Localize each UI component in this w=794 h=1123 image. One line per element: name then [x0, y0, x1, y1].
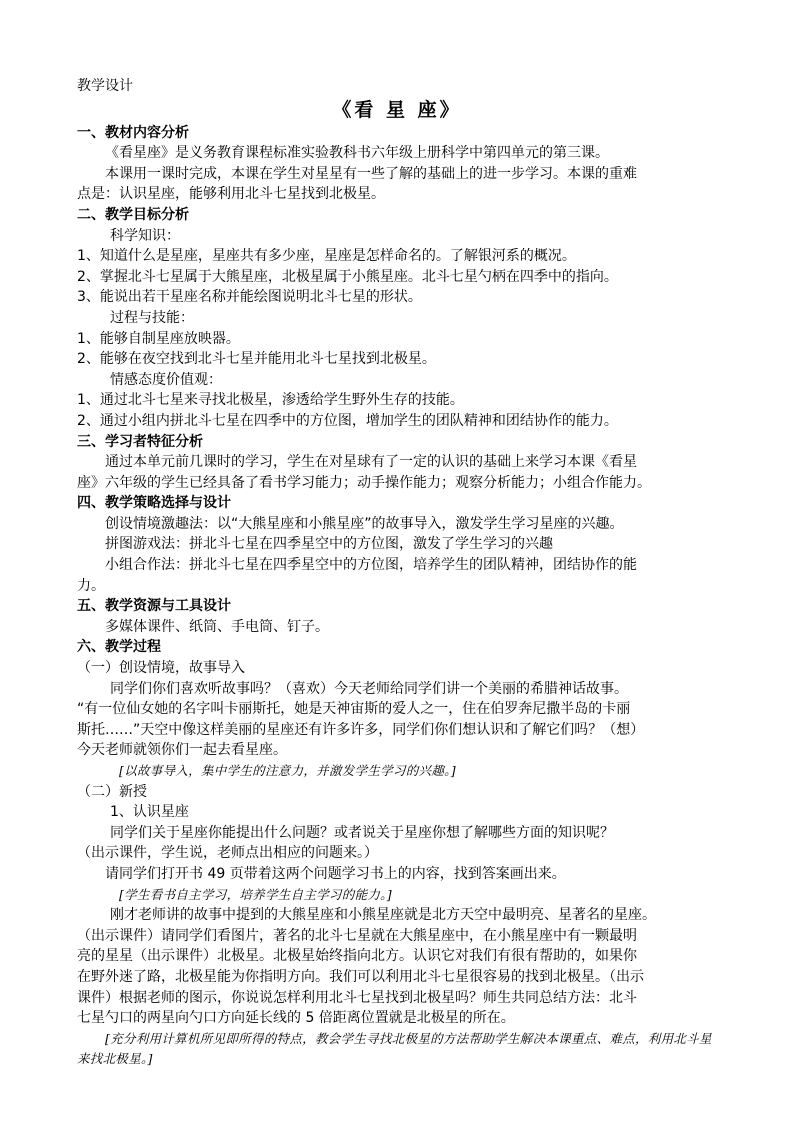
design-note: [学生看书自主学习，培养学生自主学习的能力。] — [119, 886, 392, 902]
paragraph-line: 2、通过小组内拼北斗七星在四季中的方位图，增加学生的团队精神和团结协作的能力。 — [77, 412, 618, 429]
section-heading: 六、教学过程 — [77, 639, 161, 656]
paragraph-line: 情感态度价值观： — [110, 371, 222, 388]
document-body — [77, 76, 717, 1070]
paragraph-line: 力。 — [77, 577, 105, 594]
paragraph-line: 创设情境激趣法：以“大熊星座和小熊星座”的故事导入，激发学生学习星座的兴趣。 — [105, 515, 624, 532]
paragraph-line: 七星勺口的两星向勺口方向延长线的 5 倍距离位置就是北极星的所在。 — [77, 1010, 515, 1027]
paragraph-line: 在野外迷了路，北极星能为你指明方向。我们可以利用北斗七星很容易的找到北极星。（出示 — [77, 968, 644, 985]
paragraph-line: “有一位仙女她的名字叫卡丽斯托，她是天神宙斯的爱人之一，住在伯罗奔尼撒半岛的卡丽 — [77, 701, 631, 718]
paragraph-line: 过程与技能： — [110, 309, 194, 326]
paragraph-line: 拼图游戏法：拼北斗七星在四季星空中的方位图，激发了学生学习的兴趣 — [105, 536, 553, 553]
section-heading: 三、学习者特征分析 — [77, 433, 203, 450]
paragraph-line: （出示课件）请同学们看图片，著名的北斗七星就在大熊星座中，在小熊星座中有一颗最明 — [77, 927, 637, 944]
paragraph-line: 3、能说出若干星座名称并能绘图说明北斗七星的形状。 — [77, 289, 422, 306]
paragraph-line: 本课用一课时完成，本课在学生对星星有一些了解的基础上的进一步学习。本课的重难 — [105, 165, 637, 182]
paragraph-line: 座》六年级的学生已经具备了看书学习能力；动手操作能力；观察分析能力；小组合作能力。 — [77, 474, 651, 491]
paragraph-line: 1、能够自制星座放映器。 — [77, 330, 240, 347]
paragraph-line: 今天老师就领你们一起去看星座。 — [77, 742, 287, 759]
paragraph-line: （一）创设情境，故事导入 — [77, 660, 245, 677]
document-title: 《看 星 座》 — [332, 98, 462, 121]
paragraph-line: 通过本单元前几课时的学习，学生在对星球有了一定的认识的基础上来学习本课《看星 — [105, 454, 637, 471]
section-heading: 五、教学资源与工具设计 — [77, 598, 231, 615]
paragraph-line: 1、通过北斗七星来寻找北极星，渗透给学生野外生存的技能。 — [77, 392, 464, 409]
paragraph-line: 课件）根据老师的图示，你说说怎样利用北斗七星找到北极星吗？师生共同总结方法：北斗 — [77, 989, 637, 1006]
paragraph-line: （出示课件，学生说，老师点出相应的问题来。） — [77, 845, 378, 862]
paragraph-line: 同学们关于星座你能提出什么问题？或者说关于星座你想了解哪些方面的知识呢？ — [110, 824, 614, 841]
document-header: 教学设计 — [77, 78, 133, 94]
paragraph-line: 小组合作法：拼北斗七星在四季星空中的方位图，培养学生的团队精神，团结协作的能 — [105, 557, 637, 574]
paragraph-line: 亮的星星（出示课件）北极星。北极星始终指向北方。认识它对我们有很有帮助的，如果你 — [77, 948, 637, 965]
section-heading: 四、教学策略选择与设计 — [77, 495, 231, 512]
paragraph-line: 《看星座》是义务教育课程标准实验教科书六年级上册科学中第四单元的第三课。 — [105, 145, 609, 162]
design-note: [充分利用计算机所见即所得的特点，教会学生寻找北极星的方法帮助学生解决本课重点、难点，利用北斗星来找北极星。] — [77, 1030, 712, 1067]
paragraph-line: 科学知识： — [110, 227, 180, 244]
section-heading: 一、教材内容分析 — [77, 124, 189, 141]
paragraph-line: 同学们你们喜欢听故事吗？（喜欢）今天老师给同学们讲一个美丽的希腊神话故事。 — [110, 680, 628, 697]
paragraph-line: 1、知道什么是星座，星座共有多少座，星座是怎样命名的。了解银河系的概况。 — [77, 248, 576, 265]
design-note: [以故事导入，集中学生的注意力，并激发学生学习的兴趣。] — [119, 763, 456, 778]
paragraph-line: 1、认识星座 — [110, 804, 189, 821]
paragraph-line: 点是：认识星座，能够利用北斗七星找到北极星。 — [77, 186, 385, 203]
paragraph-line: 2、掌握北斗七星属于大熊星座，北极星属于小熊星座。北斗七星勺柄在四季中的指向。 — [77, 268, 618, 285]
paragraph-line: 2、能够在夜空找到北斗七星并能用北斗七星找到北极星。 — [77, 351, 436, 368]
paragraph-line: 斯托……”天空中像这样美丽的星座还有许多许多，同学们你们想认识和了解它们吗？（想） — [77, 721, 645, 738]
paragraph-line: （二）新授 — [77, 783, 147, 800]
section-heading: 二、教学目标分析 — [77, 206, 189, 223]
paragraph-line: 多媒体课件、纸筒、手电筒、钉子。 — [105, 618, 329, 635]
paragraph-line: 请同学们打开书 49 页带着这两个问题学习书上的内容，找到答案画出来。 — [105, 865, 566, 882]
paragraph-line: 刚才老师讲的故事中提到的大熊星座和小熊星座就是北方天空中最明亮、星著名的星座。 — [110, 907, 656, 924]
